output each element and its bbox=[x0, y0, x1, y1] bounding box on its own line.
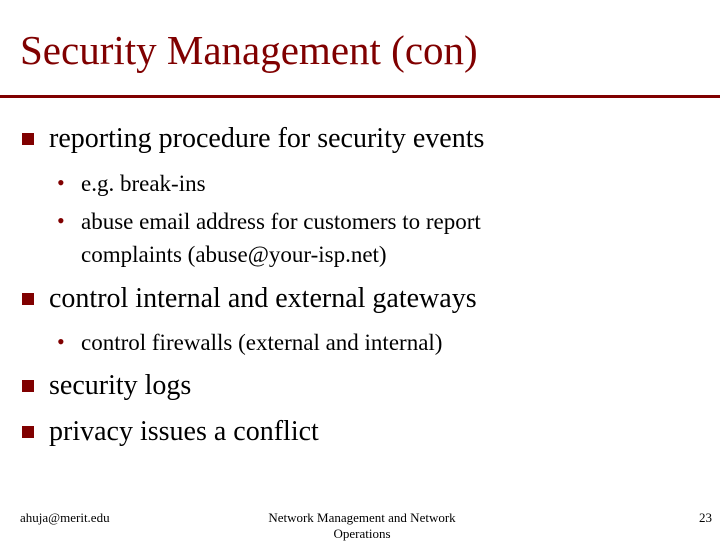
sub-bullet-item: e.g. break-ins bbox=[81, 171, 206, 196]
slide-title: Security Management (con) bbox=[20, 27, 478, 73]
bullet-item: reporting procedure for security events bbox=[49, 123, 485, 154]
bullet-item: privacy issues a conflict bbox=[49, 416, 319, 447]
footer-course-title-line2: Operations bbox=[333, 526, 391, 542]
dot-bullet-icon: • bbox=[57, 329, 65, 354]
sub-bullet-item: control firewalls (external and internal) bbox=[81, 330, 443, 355]
footer-course-title-line1: Network Management and Network bbox=[268, 510, 456, 525]
square-bullet-icon bbox=[22, 380, 34, 392]
bullet-item: control internal and external gateways bbox=[49, 283, 477, 314]
bullet-item: security logs bbox=[49, 370, 192, 401]
dot-bullet-icon: • bbox=[57, 208, 65, 233]
page-number: 23 bbox=[699, 510, 712, 525]
sub-bullet-item: abuse email address for customers to report bbox=[81, 209, 481, 234]
square-bullet-icon bbox=[22, 293, 34, 305]
dot-bullet-icon: • bbox=[57, 170, 65, 195]
title-divider bbox=[0, 95, 720, 98]
footer-email: ahuja@merit.edu bbox=[20, 510, 110, 525]
square-bullet-icon bbox=[22, 426, 34, 438]
sub-bullet-item-continuation: complaints (abuse@your-isp.net) bbox=[81, 242, 387, 267]
square-bullet-icon bbox=[22, 133, 34, 145]
footer-course-title bbox=[240, 510, 484, 543]
